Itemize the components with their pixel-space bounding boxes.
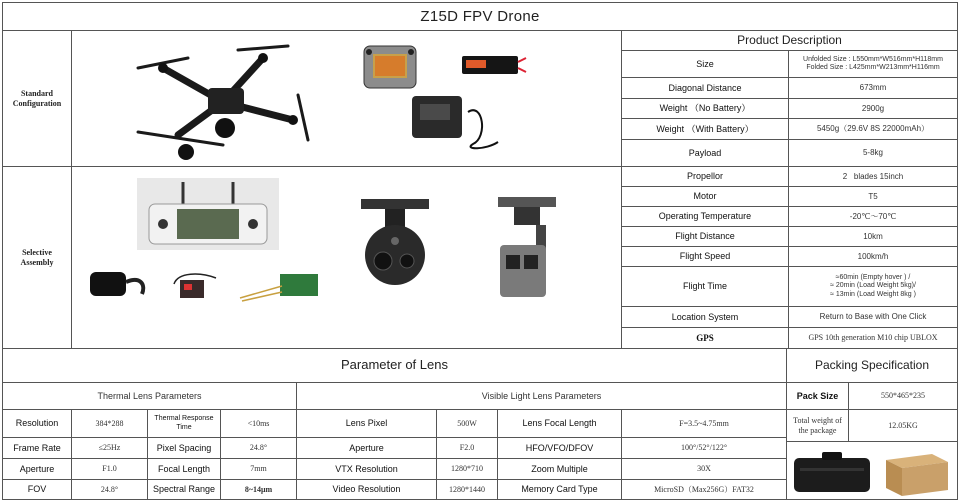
propellor-value: 2 blades 15inch [788, 166, 958, 187]
frame-rate-value: ≤25Hz [71, 437, 148, 459]
visible-aperture-value: F2.0 [436, 437, 498, 459]
fov-label: FOV [2, 479, 72, 500]
pixel-spacing-value: 24.8° [220, 437, 297, 459]
weight-with-battery-label: Weight （With Battery） [621, 118, 789, 140]
video-resolution-label: Video Resolution [296, 479, 437, 500]
product-description-heading: Product Description [621, 30, 958, 51]
drone-image [128, 40, 318, 165]
size-value: Unfolded Size : L550mm*W516mm*H118mm Folded Size : L425mm*W213mm*H116mm [788, 50, 958, 78]
focal-length-value: 7mm [220, 458, 297, 480]
video-transmitter-image [238, 268, 323, 303]
fpv-goggles-image [80, 262, 150, 307]
visible-lens-heading: Visible Light Lens Parameters [296, 382, 787, 410]
gimbal-camera-image [355, 195, 435, 290]
lens-parameters-heading: Parameter of Lens [2, 348, 787, 383]
gps-label: GPS [621, 327, 789, 349]
motor-label: Motor [621, 186, 789, 207]
thermal-response-time-value: <10ms [220, 409, 297, 438]
shipping-box-image [882, 446, 952, 498]
flight-distance-label: Flight Distance [621, 226, 789, 247]
field-of-view-value: 100°/52°/122° [621, 437, 787, 459]
lens-focal-length-label: Lens Focal Length [497, 409, 622, 438]
vtx-resolution-label: VTX Resolution [296, 458, 437, 480]
operating-temperature-value: -20℃～70℃ [788, 206, 958, 227]
memory-card-type-value: MicroSD（Max256G）FAT32 [621, 479, 787, 500]
visible-aperture-label: Aperture [296, 437, 437, 459]
gps-value: GPS 10th generation M10 chip UBLOX [788, 327, 958, 349]
flight-speed-label: Flight Speed [621, 246, 789, 267]
thermal-lens-heading: Thermal Lens Parameters [2, 382, 297, 410]
lens-focal-length-value: F=3.5~4.75mm [621, 409, 787, 438]
page-title: Z15D FPV Drone [2, 2, 958, 31]
receiver-module-image [170, 270, 220, 305]
spectral-range-label: Spectral Range [147, 479, 221, 500]
weight-with-battery-value: 5450g（29.6V 8S 22000mAh） [788, 118, 958, 140]
fov-value: 24.8° [71, 479, 148, 500]
thermal-aperture-label: Aperture [2, 458, 72, 480]
operating-temperature-label: Operating Temperature [621, 206, 789, 227]
zoom-multiple-label: Zoom Multiple [497, 458, 622, 480]
video-resolution-value: 1280*1440 [436, 479, 498, 500]
frame-rate-label: Frame Rate [2, 437, 72, 459]
propellor-label: Propellor [621, 166, 789, 187]
flight-time-label: Flight Time [621, 266, 789, 307]
diagonal-distance-label: Diagonal Distance [621, 77, 789, 99]
remote-controller-image [360, 40, 420, 92]
thermal-resolution-value: 384*288 [71, 409, 148, 438]
weight-no-battery-label: Weight （No Battery） [621, 98, 789, 119]
dual-lens-gimbal-image [492, 195, 562, 307]
payload-label: Payload [621, 139, 789, 167]
focal-length-label: Focal Length [147, 458, 221, 480]
packing-specification-heading: Packing Specification [786, 348, 958, 383]
thermal-aperture-value: F1.0 [71, 458, 148, 480]
location-system-value: Return to Base with One Click [788, 306, 958, 328]
pack-size-label: Pack Size [786, 382, 849, 410]
motor-value: T5 [788, 186, 958, 207]
thermal-response-time-label: Thermal Response Time [147, 409, 221, 438]
carrying-case-image [792, 450, 872, 496]
field-of-view-label: HFO/VFO/DFOV [497, 437, 622, 459]
pixel-spacing-label: Pixel Spacing [147, 437, 221, 459]
weight-no-battery-value: 2900g [788, 98, 958, 119]
selective-assembly-label: Selective Assembly [2, 166, 72, 349]
total-weight-value: 12.05KG [848, 409, 958, 442]
charger-image [408, 92, 508, 152]
battery-image [458, 50, 528, 80]
flight-time-value: ≈60min (Empty hover ) / ≈ 20min (Load Weight 5kg)/ ≈ 13min (Load Weight 8kg ) [788, 266, 958, 307]
vtx-resolution-value: 1280*710 [436, 458, 498, 480]
size-label: Size [621, 50, 789, 78]
lens-pixel-value: 500W [436, 409, 498, 438]
location-system-label: Location System [621, 306, 789, 328]
payload-value: 5-8kg [788, 139, 958, 167]
pack-size-value: 550*465*235 [848, 382, 958, 410]
lens-pixel-label: Lens Pixel [296, 409, 437, 438]
memory-card-type-label: Memory Card Type [497, 479, 622, 500]
standard-configuration-label: Standard Configuration [2, 30, 72, 167]
zoom-multiple-value: 30X [621, 458, 787, 480]
flight-distance-value: 10km [788, 226, 958, 247]
flight-speed-value: 100km/h [788, 246, 958, 267]
total-weight-label: Total weight of the package [786, 409, 849, 442]
diagonal-distance-value: 673mm [788, 77, 958, 99]
spectral-range-value: 8~14μm [220, 479, 297, 500]
thermal-resolution-label: Resolution [2, 409, 72, 438]
ground-station-image [137, 178, 279, 250]
